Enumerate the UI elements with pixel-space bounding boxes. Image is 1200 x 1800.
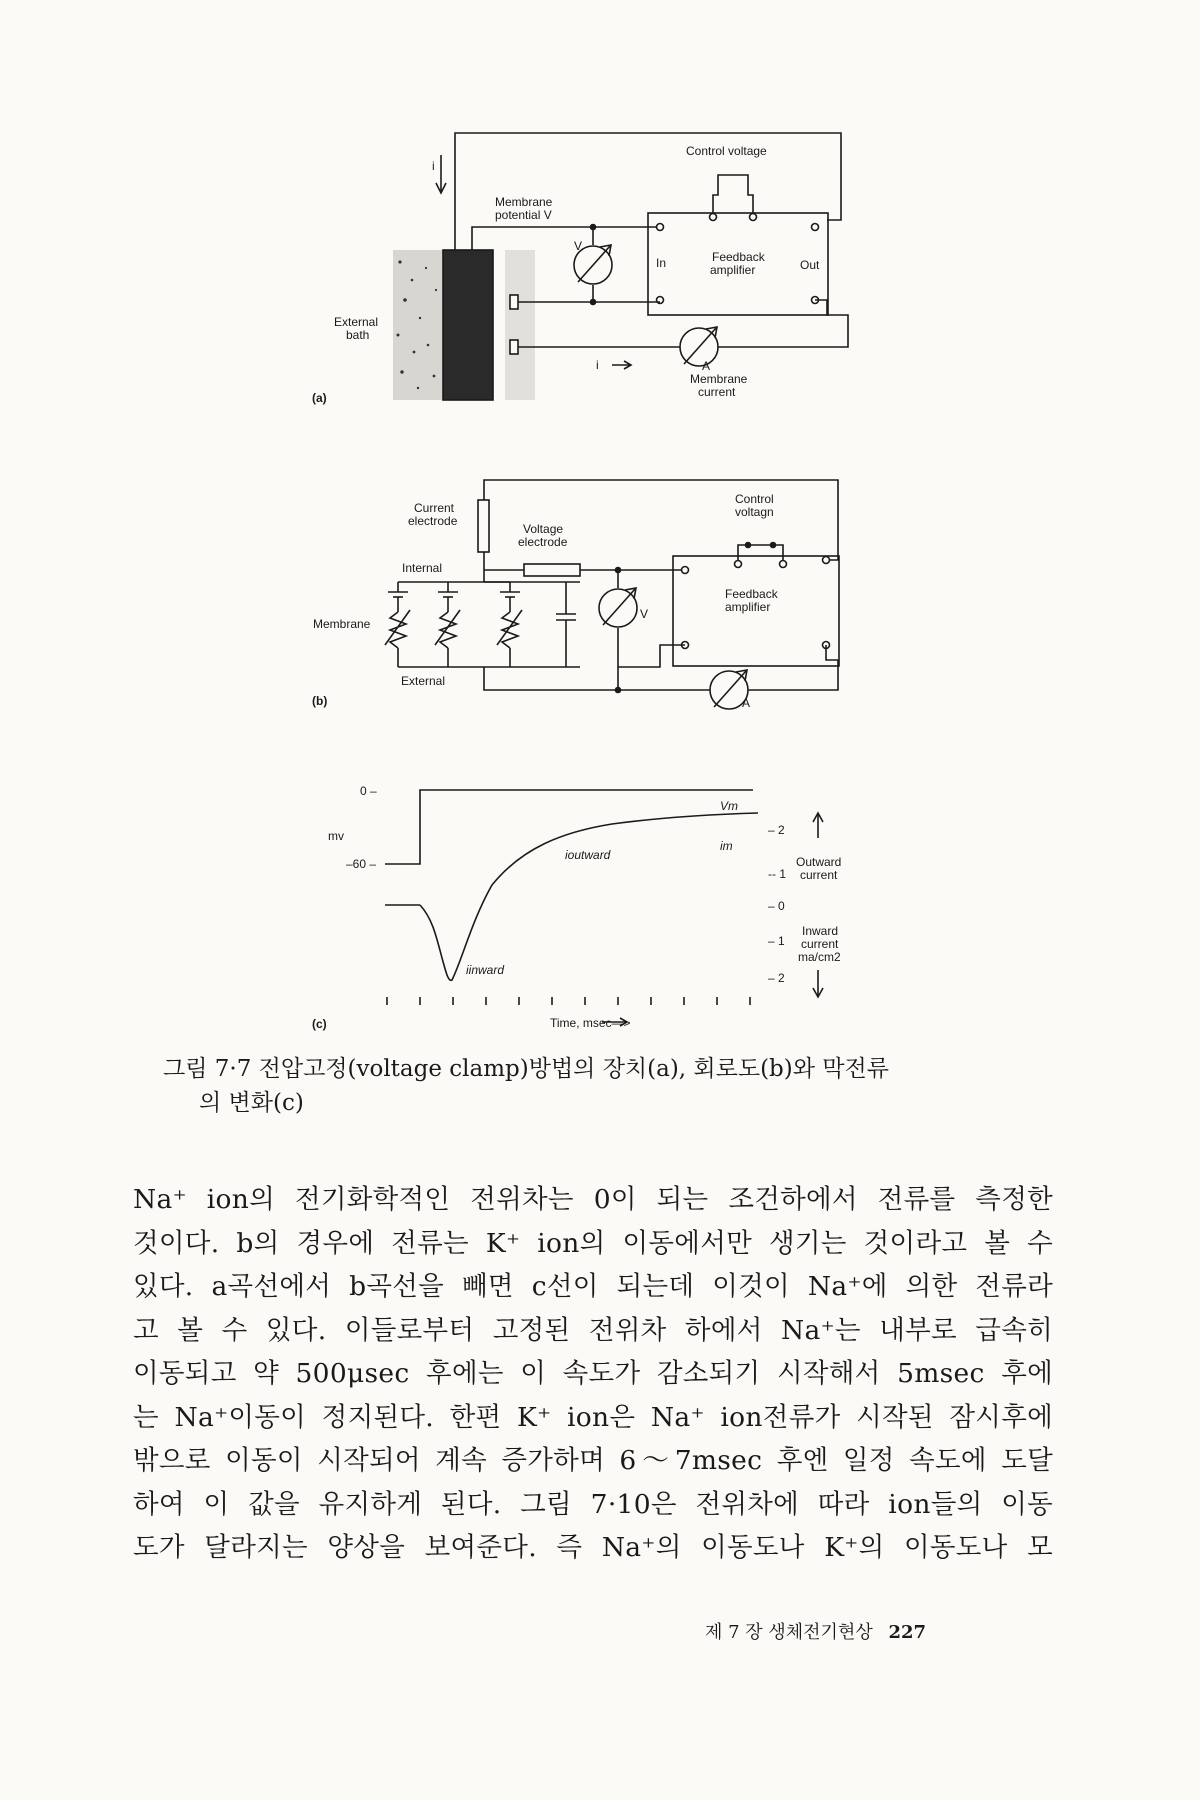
label-external: External [401, 674, 446, 688]
label-membrane-a-1: Membrane [495, 195, 553, 209]
wire-ammeter-b-out [748, 645, 838, 690]
label-time: Time, msec—> [550, 1016, 631, 1030]
body-line: 이동되고 약 500μsec 후에는 이 속도가 감소되기 시작해서 5msec 후에 [133, 1358, 1053, 1389]
label-amplifier-b-2: amplifier [725, 600, 771, 614]
electrode-upper [510, 295, 518, 309]
label-membrane-a-2: potential V [495, 208, 552, 222]
label-amplifier-b-1: Feedback [725, 587, 778, 601]
voltage-electrode [524, 564, 580, 576]
label-current-electrode-2: electrode [408, 514, 458, 528]
label-control-voltage-b-1: Control [735, 492, 774, 506]
caption-line-2: 의 변화(c) [199, 1090, 304, 1116]
membrane-block [443, 250, 493, 400]
label-v-a: V [574, 239, 583, 253]
label-voltage-electrode-1: Voltage [523, 522, 564, 536]
body-paragraph [133, 1178, 1053, 1570]
label-a-b: A [742, 696, 751, 710]
membrane-branches [385, 582, 576, 667]
external-bath-shading [393, 250, 443, 400]
label-v-b: V [640, 607, 649, 621]
label-control-voltage-b-2: voltagn [735, 505, 774, 519]
caption-line-1: 그림 7·7 전압고정(voltage clamp)방법의 장치(a), 회로도(b)와 막전류 [163, 1056, 889, 1082]
chapter-title: 제 7 장 생체전기현상 [705, 1622, 873, 1643]
panel-b-tag: (b) [312, 694, 328, 708]
label-outward-2: current [800, 868, 838, 882]
time-ticks [387, 997, 750, 1005]
panel-c [312, 784, 841, 1031]
figure-caption [163, 1052, 1043, 1120]
label-amplifier-a-1: Feedback [712, 250, 765, 264]
control-voltage-pulse [713, 175, 753, 214]
label-im: im [720, 839, 733, 853]
label-control-voltage-a: Control voltage [686, 144, 767, 158]
label-out: Out [800, 258, 820, 272]
label-minus60: –60 – [346, 857, 377, 871]
label-i-vertical: i [432, 159, 435, 173]
current-electrode [478, 500, 489, 552]
label-inward-2: current [801, 937, 839, 951]
wire-external-to-ammeter [484, 667, 710, 690]
label-zero: 0 – [360, 784, 377, 798]
electrode-lower [510, 340, 518, 354]
page-number: 227 [888, 1622, 927, 1643]
right-tick-2: – 0 [768, 899, 785, 913]
control-voltage-b [738, 545, 783, 561]
body-line: Na⁺ ion의 전기화학적인 전위차는 0이 되는 조건하에서 전류를 측정한 [133, 1184, 1053, 1215]
label-voltage-electrode-2: electrode [518, 535, 568, 549]
label-amplifier-a-2: amplifier [710, 263, 756, 277]
label-membrane-b: Membrane [313, 617, 371, 631]
body-line: 는 Na⁺이동이 정지된다. 한편 K⁺ ion은 Na⁺ ion전류가 시작된 잠시후에 [133, 1401, 1053, 1433]
label-in: In [656, 256, 667, 270]
wire-membrane-potential [472, 227, 660, 250]
right-tick-1: -- 1 [768, 867, 786, 881]
label-membrane-current-2: current [698, 385, 736, 399]
right-tick-3: – 1 [768, 934, 785, 948]
label-inward-3: ma/cm2 [798, 950, 841, 964]
label-inward-1: Inward [802, 924, 839, 938]
label-mv: mv [328, 829, 344, 843]
body-line: 것이다. b의 경우에 전류는 K⁺ ion의 이동에서만 생기는 것이라고 볼 수 [133, 1227, 1053, 1259]
label-internal: Internal [402, 561, 443, 575]
label-a-a: A [702, 359, 711, 373]
page-footer [705, 1618, 926, 1644]
body-line: 하여 이 값을 유지하게 된다. 그림 7·10은 전위차에 따라 ion들의 이동 [133, 1488, 1053, 1520]
body-line: 고 볼 수 있다. 이들로부터 고정된 전위차 하에서 Na⁺는 내부로 급속히 [133, 1314, 1053, 1346]
right-tick-4: – 2 [768, 971, 785, 985]
body-line: 도가 달라지는 양상을 보여준다. 즉 Na⁺의 이동도나 K⁺의 이동도나 모 [133, 1532, 1053, 1563]
label-iinward: iinward [466, 963, 505, 977]
label-current-electrode-1: Current [414, 501, 455, 515]
panel-a [312, 133, 848, 405]
label-membrane-current-1: Membrane [690, 372, 748, 386]
im-trace [420, 813, 758, 980]
internal-region [505, 250, 535, 400]
wire-amp-in-low [618, 645, 685, 667]
panel-b [312, 480, 839, 710]
label-ioutward: ioutward [565, 848, 611, 862]
body-line: 있다. a곡선에서 b곡선을 빼면 c선이 되는데 이것이 Na⁺에 의한 전류라 [133, 1271, 1053, 1302]
label-i-current: i [596, 358, 599, 372]
label-outward-1: Outward [796, 855, 842, 869]
label-external-bath-2: bath [346, 328, 370, 342]
body-line: 밖으로 이동이 시작되어 계속 증가하며 6～7msec 후엔 일정 속도에 도달 [133, 1445, 1053, 1476]
right-tick-0: – 2 [768, 823, 785, 837]
panel-a-tag: (a) [312, 391, 327, 405]
panel-c-tag: (c) [312, 1017, 327, 1031]
label-vm: Vm [720, 799, 738, 813]
label-external-bath-1: External [334, 315, 379, 329]
